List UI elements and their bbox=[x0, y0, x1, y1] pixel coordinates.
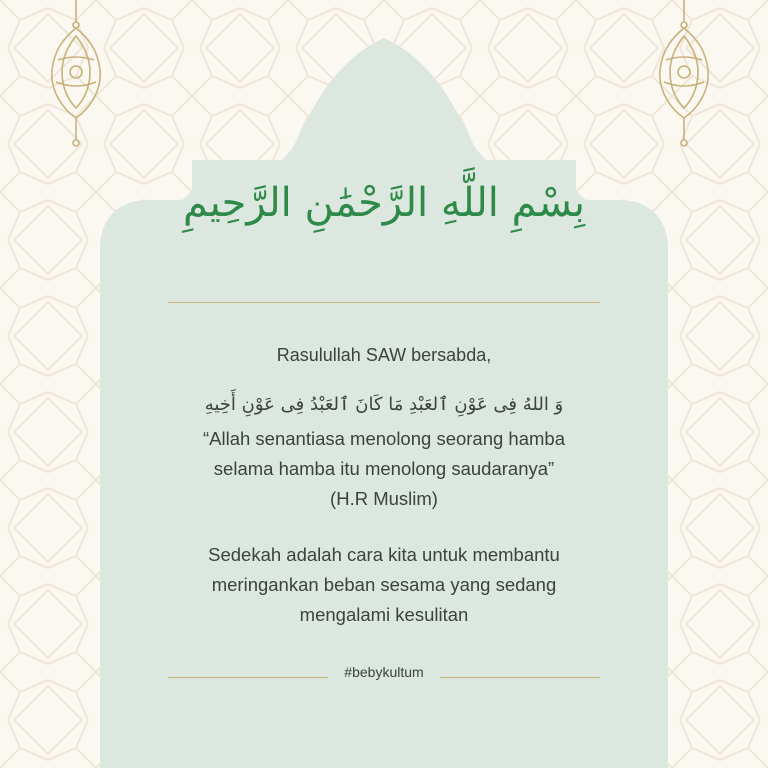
sedekah-message bbox=[110, 540, 658, 630]
hadith-source: (H.R Muslim) bbox=[330, 488, 438, 509]
hadith-translation bbox=[110, 424, 658, 514]
translation-line: “Allah senantiasa menolong seorang hamba bbox=[202, 428, 565, 449]
translation-line: selama hamba itu menolong saudaranya” bbox=[213, 458, 555, 479]
message-line: meringankan beban sesama yang sedang bbox=[211, 574, 557, 595]
message-line: Sedekah adalah cara kita untuk membantu bbox=[208, 544, 560, 565]
hashtag-label: #bebykultum bbox=[344, 664, 424, 680]
divider-bottom-right bbox=[440, 677, 600, 678]
divider-bottom-left bbox=[168, 677, 328, 678]
bismillah-calligraphy: بِسْمِ اللَّهِ الرَّحْمَٰنِ الرَّحِيمِ bbox=[182, 180, 586, 226]
hadith-intro: Rasulullah SAW bersabda, bbox=[276, 345, 492, 365]
hadith-arabic-text: وَ اللهُ فِى عَوْنِ ٱلعَبْدِ مَا كَانَ ٱلعَبْدُ فِى عَوْنِ أَخِيهِ bbox=[204, 394, 564, 415]
divider-top bbox=[168, 302, 600, 303]
message-line: mengalami kesulitan bbox=[299, 604, 469, 625]
